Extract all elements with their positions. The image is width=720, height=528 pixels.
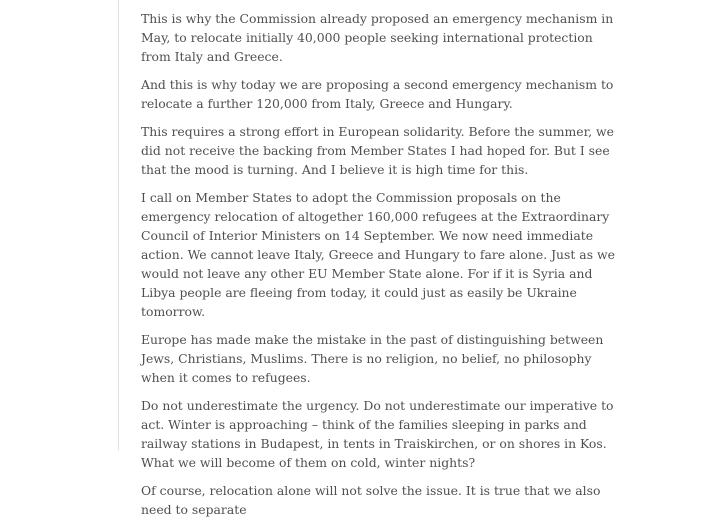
- paragraph-7: Of course, relocation alone will not solve the issue. It is true that we also need to separate: [141, 483, 601, 517]
- paragraph-5: Europe has made make the mistake in the past of distinguishing between Jews, Christians, Muslims. There is no religion, no belief, no philosophy when it comes to refugees.: [141, 332, 604, 385]
- article-body: [141, 9, 619, 528]
- paragraph-3: This requires a strong effort in European solidarity. Before the summer, we did not receive the backing from Member States I had hoped for. But I see that the mood is turning. And I believe it is high time for this.: [141, 124, 614, 177]
- paragraph-4: I call on Member States to adopt the Commission proposals on the emergency relocation of altogether 160,000 refugees at the Extraordinary Council of Interior Ministers on 14 September. We now need immediate action. We cannot leave Italy, Greece and Hungary to fare alone. Just as we would not leave any other EU Member State alone. For if it is Syria and Libya people are fleeing from today, it could just as easily be Ukraine tomorrow.: [141, 190, 615, 319]
- paragraph-6: Do not underestimate the urgency. Do not underestimate our imperative to act. Winter is approaching – think of the families sleeping in parks and railway stations in Budapest, in tents in Traiskirchen, or on shores in Kos. What we will become of them on cold, winter nights?: [141, 398, 614, 470]
- left-divider-line: [118, 0, 119, 450]
- paragraph-2: And this is why today we are proposing a second emergency mechanism to relocate a further 120,000 from Italy, Greece and Hungary.: [141, 77, 614, 111]
- paragraph-1: This is why the Commission already proposed an emergency mechanism in May, to relocate initially 40,000 people seeking international protection from Italy and Greece.: [141, 11, 614, 64]
